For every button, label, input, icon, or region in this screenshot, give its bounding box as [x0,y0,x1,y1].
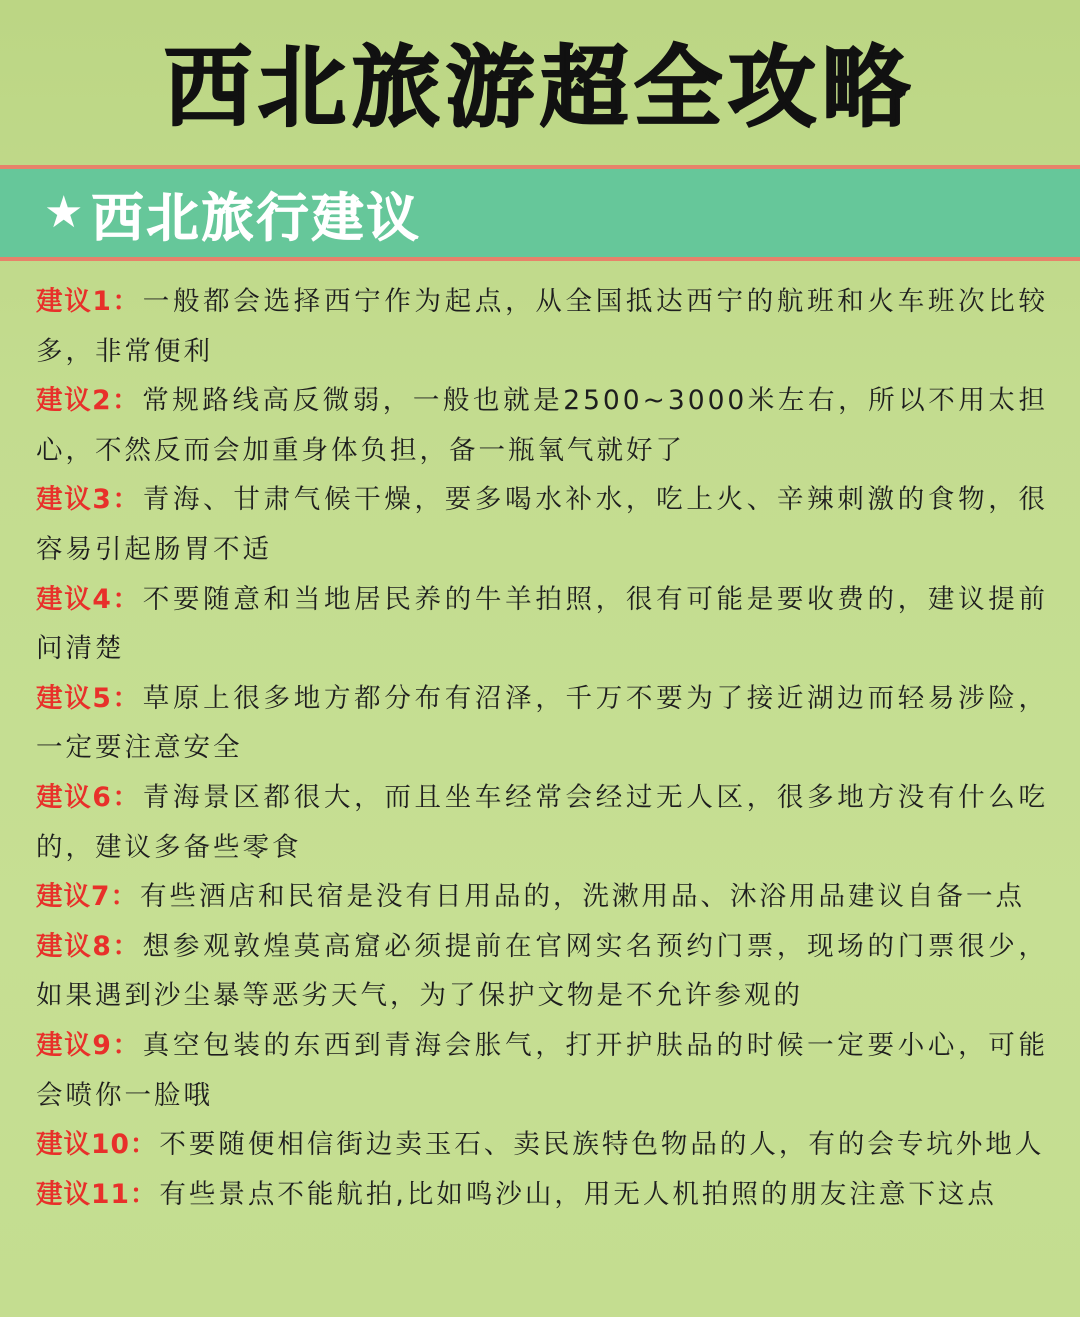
tip-label: 建议7 [36,881,111,913]
tip-colon: ： [129,1178,160,1210]
tip-colon: ： [111,583,143,615]
tip-text: 一般都会选择西宁作为起点，从全国抵达西宁的航班和火车班次比较多，非常便利 [36,286,1049,367]
tips-list [36,277,1048,1219]
tip-colon: ： [111,385,143,417]
list-item [36,922,1048,1021]
list-item [36,475,1048,574]
tip-text: 常规路线高反微弱，一般也就是2500~3000米左右，所以不用太担心，不然反而会加重身体负担，备一瓶氧气就好了 [36,385,1048,466]
list-item [36,1120,1048,1170]
section-title: 西北旅行建议 [91,188,422,249]
tip-text: 不要随便相信街边卖玉石、卖民族特色物品的人，有的会专坑外地人 [159,1129,1045,1161]
list-item [36,872,1048,922]
tip-colon: ： [111,484,143,516]
tip-text: 想参观敦煌莫高窟必须提前在官网实名预约门票，现场的门票很少，如果遇到沙尘暴等恶劣天气，为了保护文物是不允许参观的 [36,930,1049,1012]
tip-label: 建议3 [36,484,112,516]
section-header [0,165,1080,261]
tip-text: 有些酒店和民宿是没有日用品的，洗漱用品、沐浴用品建议自备一点 [139,881,1025,913]
tip-label: 建议5 [36,682,112,714]
list-item [36,1170,1048,1220]
tip-label: 建议4 [36,583,112,615]
tip-colon: ： [111,781,143,813]
tip-label: 建议11 [36,1178,130,1210]
list-item [36,773,1048,872]
list-item [36,674,1048,773]
tip-text: 青海景区都很大，而且坐车经常会经过无人区，很多地方没有什么吃的，建议多备些零食 [36,781,1049,863]
tip-text: 有些景点不能航拍,比如鸣沙山，用无人机拍照的朋友注意下这点 [159,1178,997,1210]
tip-label: 建议6 [36,781,112,813]
tip-colon: ： [111,682,143,714]
tip-colon: ： [129,1129,160,1161]
list-item [36,1021,1048,1120]
title-bar [0,0,1080,165]
tip-colon: ： [111,286,143,317]
tip-text: 真空包装的东西到青海会胀气，打开护肤品的时候一定要小心，可能会喷你一脸哦 [36,1029,1049,1111]
tip-text: 青海、甘肃气候干燥，要多喝水补水，吃上火、辛辣刺激的食物，很容易引起肠胃不适 [36,484,1049,565]
list-item [36,575,1048,674]
tip-label: 建议1 [36,286,112,317]
tip-colon: ： [110,881,140,913]
page-title: 西北旅游超全攻略 [163,35,916,139]
list-item [36,277,1048,376]
star-icon: ★ [44,187,84,238]
tip-text: 不要随意和当地居民养的牛羊拍照，很有可能是要收费的，建议提前问清楚 [36,583,1049,665]
tip-colon: ： [111,1029,143,1061]
tip-text: 草原上很多地方都分布有沼泽，千万不要为了接近湖边而轻易涉险，一定要注意安全 [36,682,1049,764]
tip-label: 建议9 [36,1029,112,1061]
tip-label: 建议10 [36,1129,130,1161]
tip-label: 建议2 [36,385,112,417]
list-item [36,376,1048,475]
tip-colon: ： [111,930,143,962]
tip-label: 建议8 [36,930,112,962]
